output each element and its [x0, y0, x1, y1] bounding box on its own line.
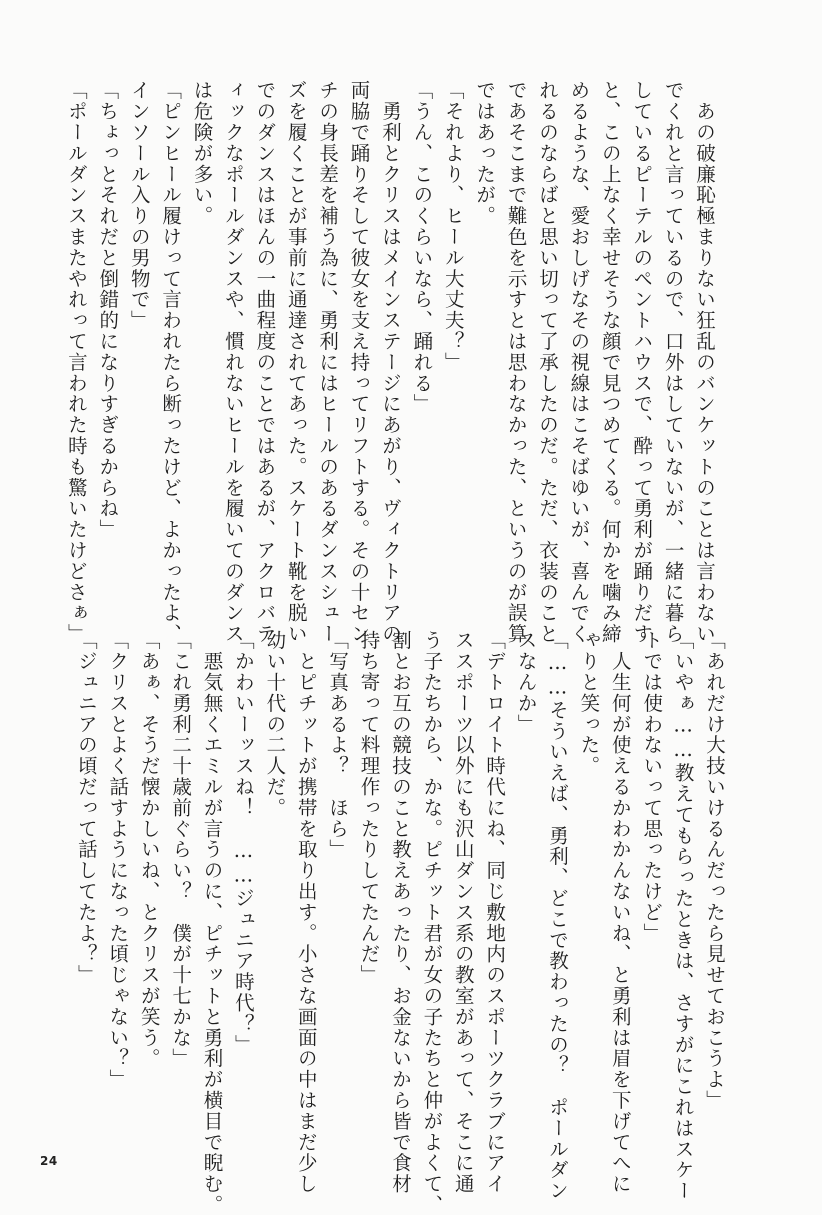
text-line: トでは使わないって思ったけど」: [640, 630, 664, 944]
text-line: 「これ勇利二十歳前ぐらい？ 僕が十七かな」: [169, 630, 193, 1069]
text-line: 「ポールダンスまたやれって言われた時も驚いたけどさぁ」: [64, 80, 88, 645]
text-line: 「いやぁ……教えてもらったときは、さすがにこれはスケー: [671, 630, 695, 1202]
text-line: 「写真あるよ？ ほら」: [326, 630, 350, 860]
text-line: う子たちから、かな。ピチット君が女の子たちと仲がよくて、: [420, 630, 444, 1215]
text-line: 幼い十代の二人だ。: [263, 630, 287, 819]
text-line: と、この上なく幸せそうな顔で見つめてくる。何かを噛み締: [598, 80, 622, 645]
text-line: 人生何が使えるかわかんないね、と勇利は眉を下げてへに: [608, 630, 632, 1195]
text-line: チの身長差を補う為に、勇利にはヒールのあるダンスシュー: [316, 80, 340, 645]
text-line: 「デトロイト時代にね、同じ敷地内のスポーツクラブにアイ: [483, 630, 507, 1195]
text-line: であそこまで難色を示すとは思わなかった、というのが誤算: [504, 80, 528, 645]
text-line: 「ピンヒール履けって言われたら断ったけど、よかったよ、: [159, 80, 183, 645]
text-line: ススポーツ以外にも沢山ダンス系の教室があって、そこに通: [451, 630, 475, 1195]
text-line: 「……そういえば、勇利、どこで教わったの？ ポールダン: [545, 630, 569, 1202]
page-number: 24: [40, 1154, 58, 1168]
text-line: は危険が多い。: [190, 80, 214, 227]
text-line: インソール入りの男物で」: [127, 80, 151, 331]
text-line: しているピーテルのペントハウスで、酔って勇利が踊りだす: [630, 80, 654, 645]
text-line: ィックなポールダンスや、慣れないヒールを履いてのダンス: [221, 80, 245, 645]
text-line: でくれと言っているので、口外はしていないが、一緒に暮ら: [661, 80, 685, 645]
text-line: 「ちょっとそれだと倒錯的になりすぎるからね」: [96, 80, 120, 540]
text-line: ではあったが。: [473, 80, 497, 227]
text-line: 悪気無くエミルが言うのに、ピチットと勇利が横目で睨む。: [200, 630, 224, 1215]
text-line: 「それより、ヒール大丈夫？」: [441, 80, 465, 373]
text-line: 「あれだけ大技いけるんだったら見せておこうよ」: [703, 630, 726, 1111]
text-line: めるような、愛おしげなその視線はこそばゆいが、喜んでく: [567, 80, 591, 645]
text-line: 「ジュニアの頃だって話してたよ？」: [74, 630, 98, 986]
text-line: 持ち寄って料理作ったりしてたんだ」: [357, 630, 381, 986]
text-line: とピチットが携帯を取り出す。小さな画面の中はまだ少し: [294, 630, 318, 1195]
text-line: あの破廉恥極まりない狂乱のバンケットのことは言わない: [693, 80, 716, 645]
text-line: 「かわいーッスね！ ……ジュニア時代？」: [231, 630, 255, 1055]
text-line: 両脇で踊りそして彼女を支え持ってリフトする。その十セン: [347, 80, 371, 645]
text-line: 「クリスとよく話すようになった頃じゃない？」: [106, 630, 130, 1090]
text-line: ゃりと笑った。: [577, 630, 601, 777]
text-line: ズを履くことが事前に通達されてあった。スケート靴を脱い: [284, 80, 308, 645]
text-line: れるのならばと思い切って了承したのだ。ただ、衣装のこと: [535, 80, 559, 645]
lower-text-block: [74, 630, 730, 1215]
text-line: 「うん、このくらいなら、踊れる」: [410, 80, 434, 415]
text-line: 勇利とクリスはメインステージにあがり、ヴィクトリアの: [378, 80, 402, 645]
text-line: スなんか」: [514, 630, 538, 735]
text-line: でのダンスはほんの一曲程度のことではあるが、アクロバテ: [253, 80, 277, 645]
text-line: 「あぁ、そうだ懐かしいね、とクリスが笑う。: [137, 630, 161, 1069]
text-line: 割とお互の競技のこと教えあったり、お金ないから皆で食材: [388, 630, 412, 1195]
upper-text-block: [64, 80, 720, 645]
